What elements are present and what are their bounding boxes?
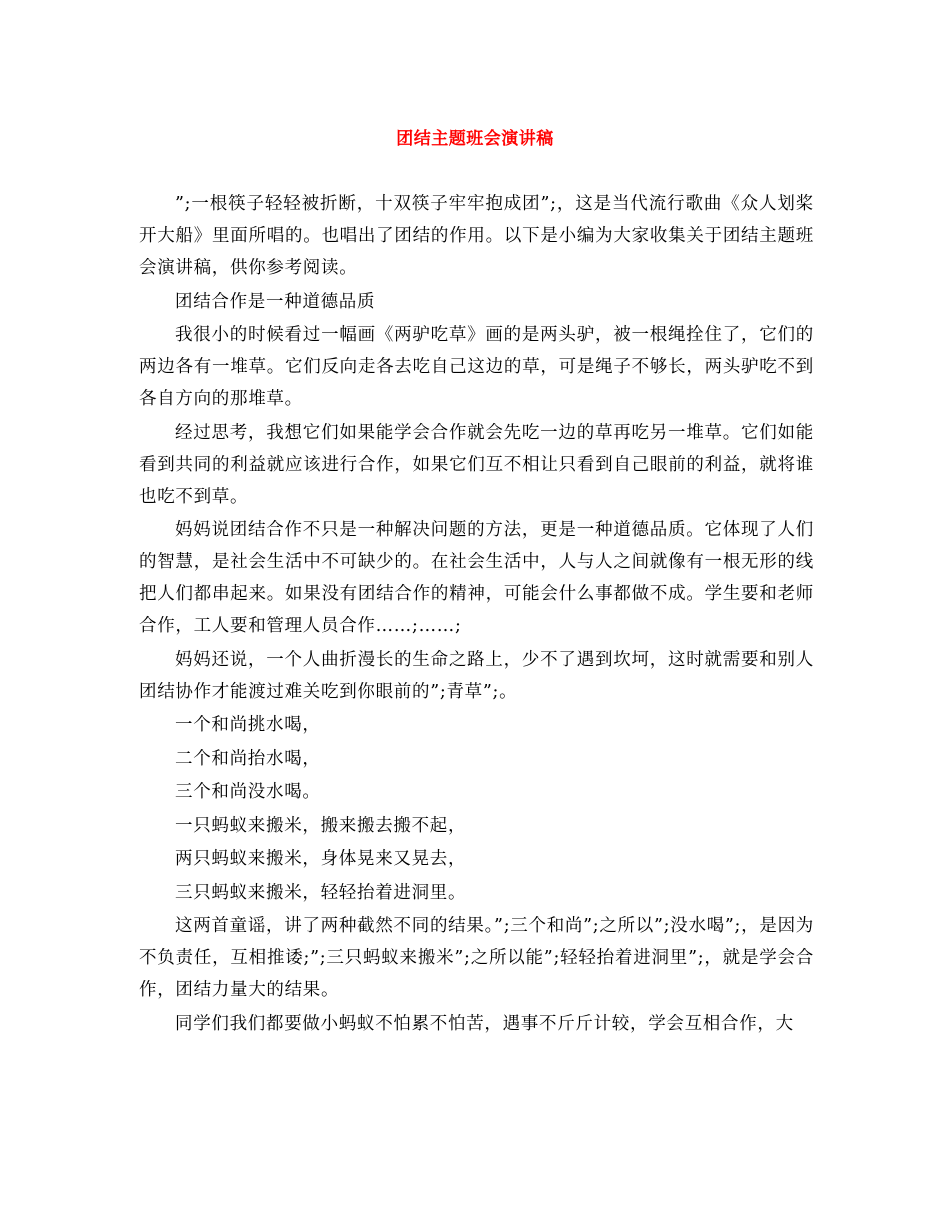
rhyme-line: 二个和尚抬水喝，	[175, 748, 321, 769]
paragraph: 妈妈还说，一个人曲折漫长的生命之路上，少不了遇到坎坷，这时就需要和别人团结协作才能渡过难关吃到你眼前的”;青草”;。	[139, 649, 814, 702]
paragraph-intro: ”;一根筷子轻轻被折断，十双筷子牢牢抱成团”;，这是当代流行歌曲《众人划桨开大船》里面所唱的。也唱出了团结的作用。以下是小编为大家收集关于团结主题班会演讲稿，供你参考阅读。	[139, 194, 814, 278]
paragraph: 我很小的时候看过一幅画《两驴吃草》画的是两头驴，被一根绳拴住了，它们的两边各有一堆草。它们反向走各去吃自己这边的草，可是绳子不够长，两头驴吃不到各自方向的那堆草。	[139, 325, 814, 409]
paragraph-subheading: 团结合作是一种道德品质	[175, 291, 376, 312]
rhyme-line: 两只蚂蚁来搬米，身体晃来又晃去，	[175, 849, 467, 869]
rhyme-line: 三只蚂蚁来搬米，轻轻抬着进洞里。	[175, 882, 467, 903]
paragraph: 妈妈说团结合作不只是一种解决问题的方法，更是一种道德品质。它体现了人们的智慧，是社会生活中不可缺少的。在社会生活中，人与人之间就像有一根无形的线把人们都串起来。如果没有团结合作的精神，可能会什么事都做不成。学生要和老师合作，工人要和管理人员合作……;……;	[139, 520, 814, 636]
paragraph-truncated: 同学们我们都要做小蚂蚁不怕累不怕苦，遇事不斤斤计较，学会互相合作，大	[175, 1013, 794, 1034]
rhyme-line: 三个和尚没水喝。	[175, 782, 321, 802]
rhyme-line: 一只蚂蚁来搬米，搬来搬去搬不起，	[175, 815, 467, 836]
paragraph: 经过思考，我想它们如果能学会合作就会先吃一边的草再吃另一堆草。它们如能看到共同的利益就应该进行合作，如果它们互不相让只看到自己眼前的利益，就将谁也吃不到草。	[139, 422, 814, 507]
document-body	[139, 188, 814, 1041]
rhyme-line: 一个和尚挑水喝，	[175, 715, 321, 735]
paragraph: 这两首童谣，讲了两种截然不同的结果。”;三个和尚”;之所以”;没水喝”;，是因为不负责任，互相推诿;”;三只蚂蚁来搬米”;之所以能”;轻轻抬着进洞里”;，就是学会合作，团结力量大的结果。	[139, 916, 814, 1000]
document-title: 团结主题班会演讲稿	[396, 129, 554, 149]
